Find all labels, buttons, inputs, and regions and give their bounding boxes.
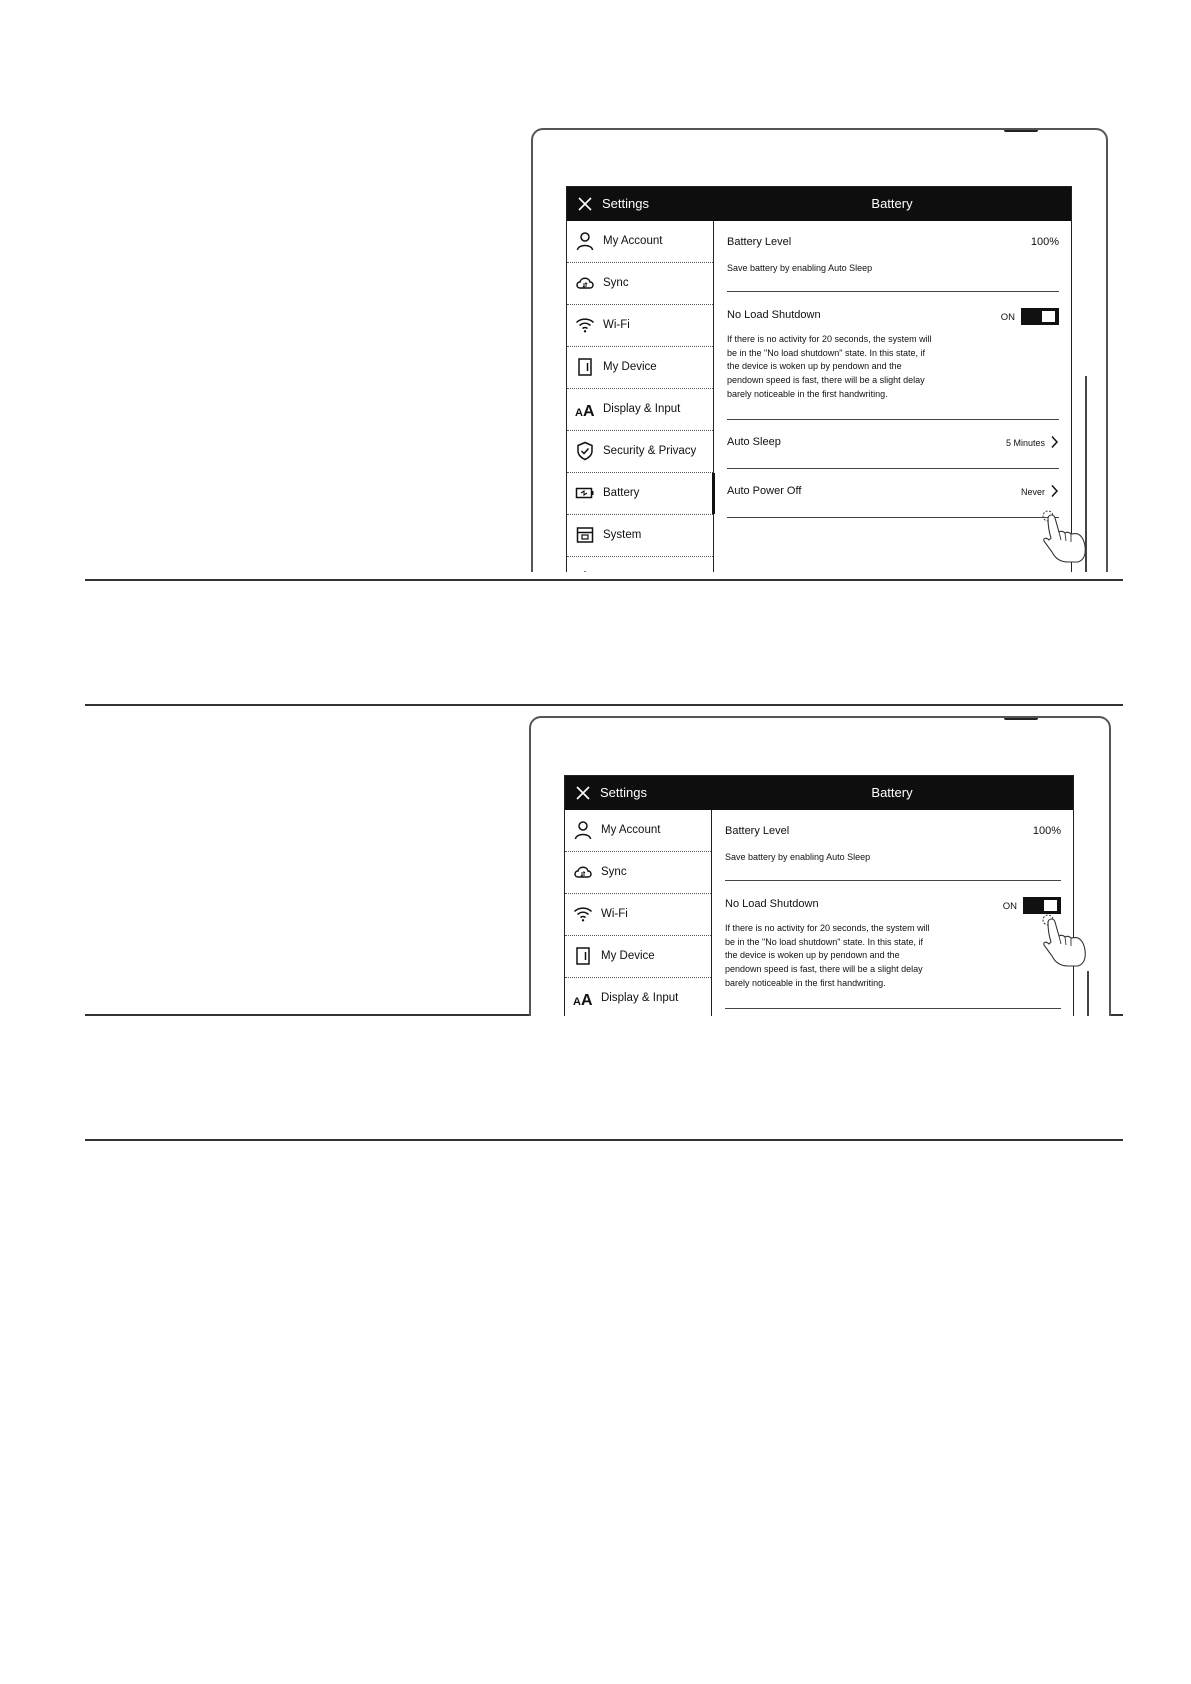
cloud-sync-icon: [575, 273, 595, 293]
sidebar-item-wifi[interactable]: [567, 305, 713, 347]
person-icon: [575, 231, 595, 251]
tap-gesture-icon: [1038, 910, 1090, 972]
sidebar-item-sync[interactable]: [567, 263, 713, 305]
divider: [725, 880, 1061, 881]
page-title: Battery: [871, 196, 913, 211]
no-load-shutdown-toggle[interactable]: [1021, 308, 1059, 325]
section-divider: [85, 579, 1123, 581]
sidebar-item-label: Display & Input: [601, 992, 679, 1004]
sidebar-item-security-privacy[interactable]: [567, 431, 713, 473]
sidebar-item-my-device[interactable]: [567, 347, 713, 389]
sidebar-item-label: My Device: [601, 950, 655, 962]
battery-level-label: Battery Level: [725, 825, 790, 837]
settings-sidebar: [565, 810, 712, 1016]
no-load-shutdown-label: No Load Shutdown: [725, 898, 819, 910]
svg-text:A: A: [581, 992, 593, 1008]
chevron-right-icon[interactable]: [1050, 435, 1059, 449]
device-icon: [573, 946, 593, 966]
svg-text:A: A: [573, 996, 581, 1008]
device-icon: [575, 357, 595, 377]
sidebar-item-label: Security & Privacy: [603, 445, 697, 457]
settings-screen: [566, 186, 1072, 572]
text-size-icon: [573, 988, 593, 1008]
divider: [725, 1008, 1061, 1009]
toggle-state-label: ON: [1002, 901, 1017, 912]
section-divider: [85, 1139, 1123, 1141]
sidebar-item-label: Wi-Fi: [603, 319, 630, 331]
sidebar-item-sync[interactable]: [565, 852, 711, 894]
shield-icon: [575, 441, 595, 461]
battery-icon: [575, 483, 595, 503]
sidebar-item-label: My Device: [603, 361, 657, 373]
scrollbar[interactable]: [1087, 971, 1089, 1016]
battery-panel: [725, 810, 1061, 1016]
divider: [727, 468, 1059, 469]
battery-level-value: 100%: [1030, 236, 1059, 248]
sidebar-item-my-account[interactable]: [565, 810, 711, 852]
no-load-shutdown-label: No Load Shutdown: [727, 309, 821, 321]
toggle-state-label: ON: [1000, 312, 1015, 323]
settings-sidebar: [567, 221, 714, 572]
auto-sleep-label: Auto Sleep: [727, 436, 781, 448]
battery-level-hint: Save battery by enabling Auto Sleep: [727, 263, 873, 273]
selected-indicator: [712, 473, 715, 514]
no-load-shutdown-description: If there is no activity for 20 seconds, the system will be in the "No load shutdown" state. In this state, if the device is woken up by pendown and the pendown speed is fast, there will be a slight delay barely noticeable in the first handwriting.: [725, 923, 930, 988]
settings-title: Settings: [600, 785, 647, 800]
battery-panel: [727, 221, 1059, 572]
sidebar-item-display-input[interactable]: [567, 389, 713, 431]
sidebar-item-label: Display & Input: [603, 403, 681, 415]
sidebar-item-my-device[interactable]: [565, 936, 711, 978]
auto-sleep-value: 5 Minutes: [1005, 438, 1045, 448]
tap-gesture-icon: [1038, 506, 1090, 568]
section-divider: [85, 704, 1123, 706]
sidebar-item-system[interactable]: [567, 515, 713, 557]
wifi-icon: [575, 315, 595, 335]
sidebar-item-partial[interactable]: [567, 557, 713, 572]
system-icon: [575, 525, 595, 545]
auto-power-off-label: Auto Power Off: [727, 485, 802, 497]
battery-level-value: 100%: [1032, 825, 1061, 837]
sidebar-item-battery[interactable]: [567, 473, 713, 515]
person-icon: [573, 820, 593, 840]
no-load-shutdown-description: If there is no activity for 20 seconds, the system will be in the "No load shutdown" state. In this state, if the device is woken up by pendown and the pendown speed is fast, there will be a slight delay barely noticeable in the first handwriting.: [727, 334, 932, 399]
divider: [727, 419, 1059, 420]
battery-level-hint: Save battery by enabling Auto Sleep: [725, 852, 871, 862]
device-button: [1004, 716, 1038, 720]
page-title: Battery: [871, 785, 913, 800]
auto-power-off-value: Never: [1020, 487, 1045, 497]
sidebar-item-label: My Account: [603, 235, 663, 247]
chevron-right-icon[interactable]: [1050, 484, 1059, 498]
close-icon[interactable]: [575, 194, 595, 214]
chevron-up-icon: [575, 567, 595, 572]
settings-screen: [564, 775, 1074, 1016]
divider: [727, 517, 1059, 518]
text-size-icon: [575, 399, 595, 419]
header-bar: [567, 187, 1071, 221]
device-frame: [529, 716, 1111, 1016]
svg-text:A: A: [575, 407, 583, 419]
settings-title: Settings: [602, 196, 649, 211]
sidebar-item-label: Wi-Fi: [601, 908, 628, 920]
divider: [727, 291, 1059, 292]
toggle-knob: [1042, 311, 1055, 322]
sidebar-item-my-account[interactable]: [567, 221, 713, 263]
device-button: [1004, 128, 1038, 132]
sidebar-item-label: Sync: [603, 277, 629, 289]
svg-text:A: A: [583, 403, 595, 419]
header-bar: [565, 776, 1073, 810]
sidebar-item-label: Battery: [603, 487, 640, 499]
sidebar-item-label: My Account: [601, 824, 661, 836]
sidebar-item-wifi[interactable]: [565, 894, 711, 936]
device-frame: [531, 128, 1108, 572]
close-icon[interactable]: [573, 783, 593, 803]
cloud-sync-icon: [573, 862, 593, 882]
sidebar-item-label: Sync: [601, 866, 627, 878]
battery-level-label: Battery Level: [727, 236, 792, 248]
sidebar-item-display-input[interactable]: [565, 978, 711, 1016]
sidebar-item-label: System: [603, 529, 642, 541]
wifi-icon: [573, 904, 593, 924]
